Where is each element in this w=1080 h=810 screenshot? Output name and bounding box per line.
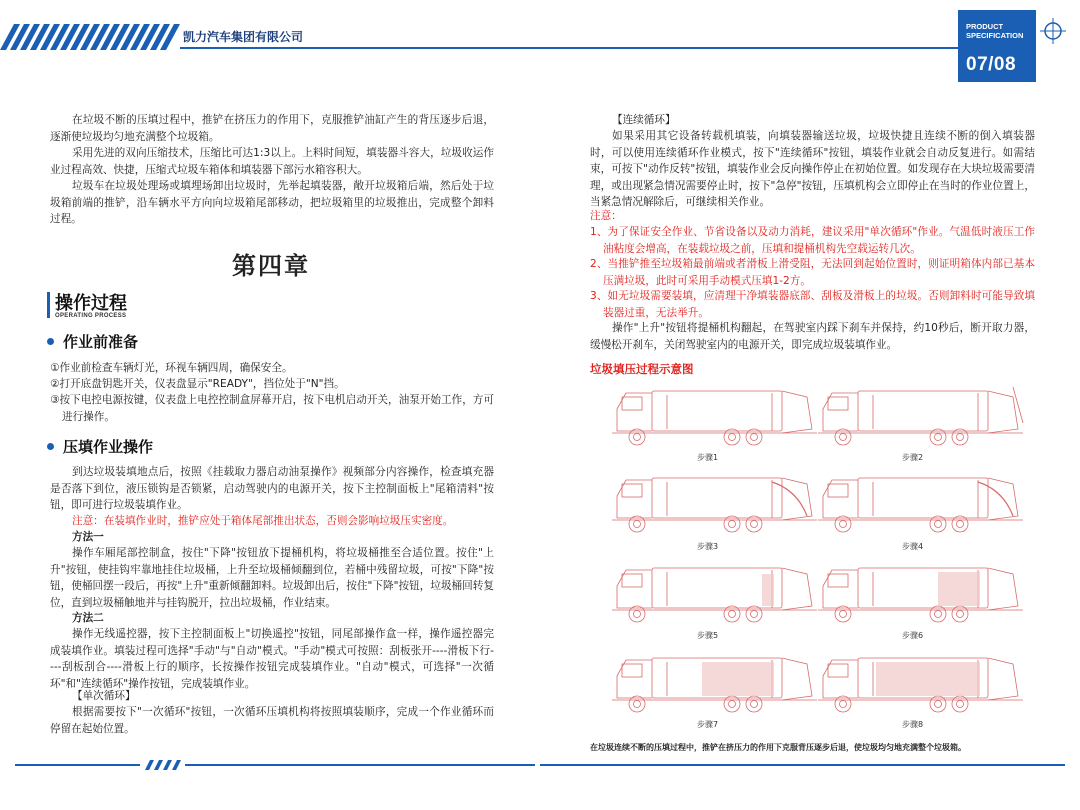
method2-text: 操作无线遥控器，按下主控制面板上"切换遥控"按钮，同尾部操作盒一样，操作遥控器完成装填作业。填装过程可选择"手动"与"自动"模式。"手动"模式可按照：刮板张开----滑板下行----刮板刮合----滑板上行的顺序，长按操作按钮完成装填作业。"自动"模式，可选择"一次循环"和"连续循环"操作按钮，完成装填作业。: [50, 628, 494, 690]
step1-diagram: [612, 383, 822, 449]
header-rule: [180, 47, 960, 49]
footer-bar: [15, 760, 535, 770]
step4-label: 步骤4: [902, 542, 924, 551]
prep-item-3: ③按下电控电源按键，仪表盘上电控控制盒屏幕开启，按下电机启动开关，油泵开始工作，方可进行操作。: [50, 394, 494, 423]
bullet-icon: [47, 338, 54, 345]
section-subtitle: OPERATING PROCESS: [55, 313, 127, 319]
bullet-icon: [47, 443, 54, 450]
method1-title: 方法一: [72, 531, 104, 543]
step2-diagram: [818, 383, 1028, 449]
step3-diagram: [612, 470, 822, 536]
prep-item-1: ①作业前检查车辆灯光，环视车辆四周，确保安全。: [50, 362, 293, 374]
spec-line2: SPECIFICATION: [966, 31, 1024, 40]
note-1: 1、为了保证安全作业、节省设备以及动力消耗，建议采用"单次循环"作业。气温低时液压工作油粘度会增高，在装载垃圾之前，压填和提桶机构先空载运转几次。: [590, 226, 1035, 255]
note-3: 3、如无垃圾需要装填，应清理干净填装器底部、刮板及滑板上的垃圾。否则卸料时可能导致填装器过重，无法举升。: [590, 290, 1035, 319]
step1-label: 步骤1: [697, 453, 719, 462]
spec-badge: [958, 10, 1036, 82]
figure-caption: 在垃圾连续不断的压填过程中，推铲在挤压力的作用下克服背压逐步后退，使垃圾均匀地充满整个垃圾箱。: [590, 743, 966, 752]
compress-intro: 到达垃圾装填地点后，按照《挂载取力器启动油泵操作》视频部分内容操作，检查填充器是否落下到位，液压锁钩是否锁紧，启动驾驶内的电源开关，按下主控制面板上"尾箱清料"按钮，即可进行垃圾装填作业。: [50, 466, 494, 512]
single-cycle-title: 【单次循环】: [72, 690, 136, 702]
section-title: 操作过程: [55, 293, 127, 314]
method2-title: 方法二: [72, 612, 104, 624]
single-cycle-text: 根据需要按下"一次循环"按钮，一次循环压填机构将按照填装顺序，完成一个作业循环而停留在起始位置。: [50, 706, 494, 735]
note-2: 2、当推铲推至垃圾箱最前端或者滑板上滑受阻，无法回到起始位置时，则证明箱体内部已基本压满垃圾，此时可采用手动模式压填1-2方。: [590, 258, 1035, 287]
compress-note: 注意：在装填作业时，推铲应处于箱体尾部推出状态，否则会影响垃圾压实密度。: [72, 515, 454, 527]
step8-label: 步骤8: [902, 720, 924, 729]
compress-title: 压填作业操作: [63, 438, 154, 456]
continuous-title: 【连续循环】: [612, 114, 676, 126]
lift-text: 操作"上升"按钮将提桶机构翻起，在驾驶室内踩下刹车并保持，约10秒后，断开取力器，缓慢松开刹车，关闭驾驶室内的电源开关，即完成垃圾装填作业。: [590, 322, 1035, 351]
footer-rule: [540, 764, 1065, 766]
figure-title: 垃圾填压过程示意图: [590, 362, 694, 376]
step5-diagram: [612, 560, 822, 626]
prep-title: 作业前准备: [63, 333, 139, 351]
company-name: 凯力汽车集团有限公司: [183, 30, 304, 44]
step5-label: 步骤5: [697, 631, 719, 640]
method1-text: 操作车厢尾部控制盒，按住"下降"按钮放下提桶机构，将垃圾桶推至合适位置。按住"上升"按钮，使挂钩牢靠地挂住垃圾桶，上升至垃圾桶倾翻到位，若桶中残留垃圾，可按"下降"按钮，使桶回摆一段后，再按"上升"重新倾翻卸料。垃圾卸出后，按住"下降"按钮，垃圾桶回转复位，直到垃圾桶触地并与挂钩脱开，拉出垃圾桶，作业结束。: [50, 547, 494, 609]
page-number: 07/08: [966, 54, 1017, 75]
step2-label: 步骤2: [902, 453, 924, 462]
step4-diagram: [818, 470, 1028, 536]
intro-paragraph-3: 垃圾车在垃圾处理场或填埋场卸出垃圾时，先举起填装器，敞开垃圾箱后端，然后处于垃圾箱前端的推铲，沿车辆水平方向向垃圾箱尾部移动，把垃圾箱里的垃圾推出，完成整个卸料过程。: [50, 180, 494, 226]
spec-line1: PRODUCT: [966, 22, 1004, 31]
step3-label: 步骤3: [697, 542, 719, 551]
step7-label: 步骤7: [697, 720, 719, 729]
step7-diagram: [612, 650, 822, 716]
intro-paragraph-1: 在垃圾不断的压填过程中，推铲在挤压力的作用下，克服推铲油缸产生的背压逐步后退，逐渐使垃圾均匀地充满整个垃圾箱。: [50, 114, 494, 143]
step6-diagram: [818, 560, 1028, 626]
chapter-title: 第四章: [232, 251, 310, 280]
note-label: 注意：: [590, 210, 622, 222]
section-bar: [47, 292, 50, 318]
step6-label: 步骤6: [902, 631, 924, 640]
step8-diagram: [818, 650, 1028, 716]
intro-paragraph-2: 采用先进的双向压缩技术，压缩比可达1:3以上。上料时间短，填装器斗容大，垃圾收运作业过程高效、快捷，压缩式垃圾车箱体和填装器下部污水箱容积大。: [50, 147, 494, 176]
continuous-text: 如果采用其它设备转载机填装，向填装器输送垃圾，垃圾快捷且连续不断的倒入填装器时，可以使用连续循环作业模式，按下"连续循环"按钮，填装作业就会自动反复进行。如需结束，可按下"动作反转"按钮，填装作业会反向操作停止在初始位置。如发现存在大块垃圾需要清理，或出现紧急情况需要停止时，按下"急停"按钮，压填机构会立即停止在当时的作业位置上，当紧急情况解除后，可继续相关作业。: [590, 130, 1035, 209]
header-stripes: [0, 24, 190, 50]
prep-item-2: ②打开底盘钥匙开关，仪表盘显示"READY"，挡位处于"N"挡。: [50, 378, 345, 390]
crosshair-icon: [1040, 18, 1066, 44]
